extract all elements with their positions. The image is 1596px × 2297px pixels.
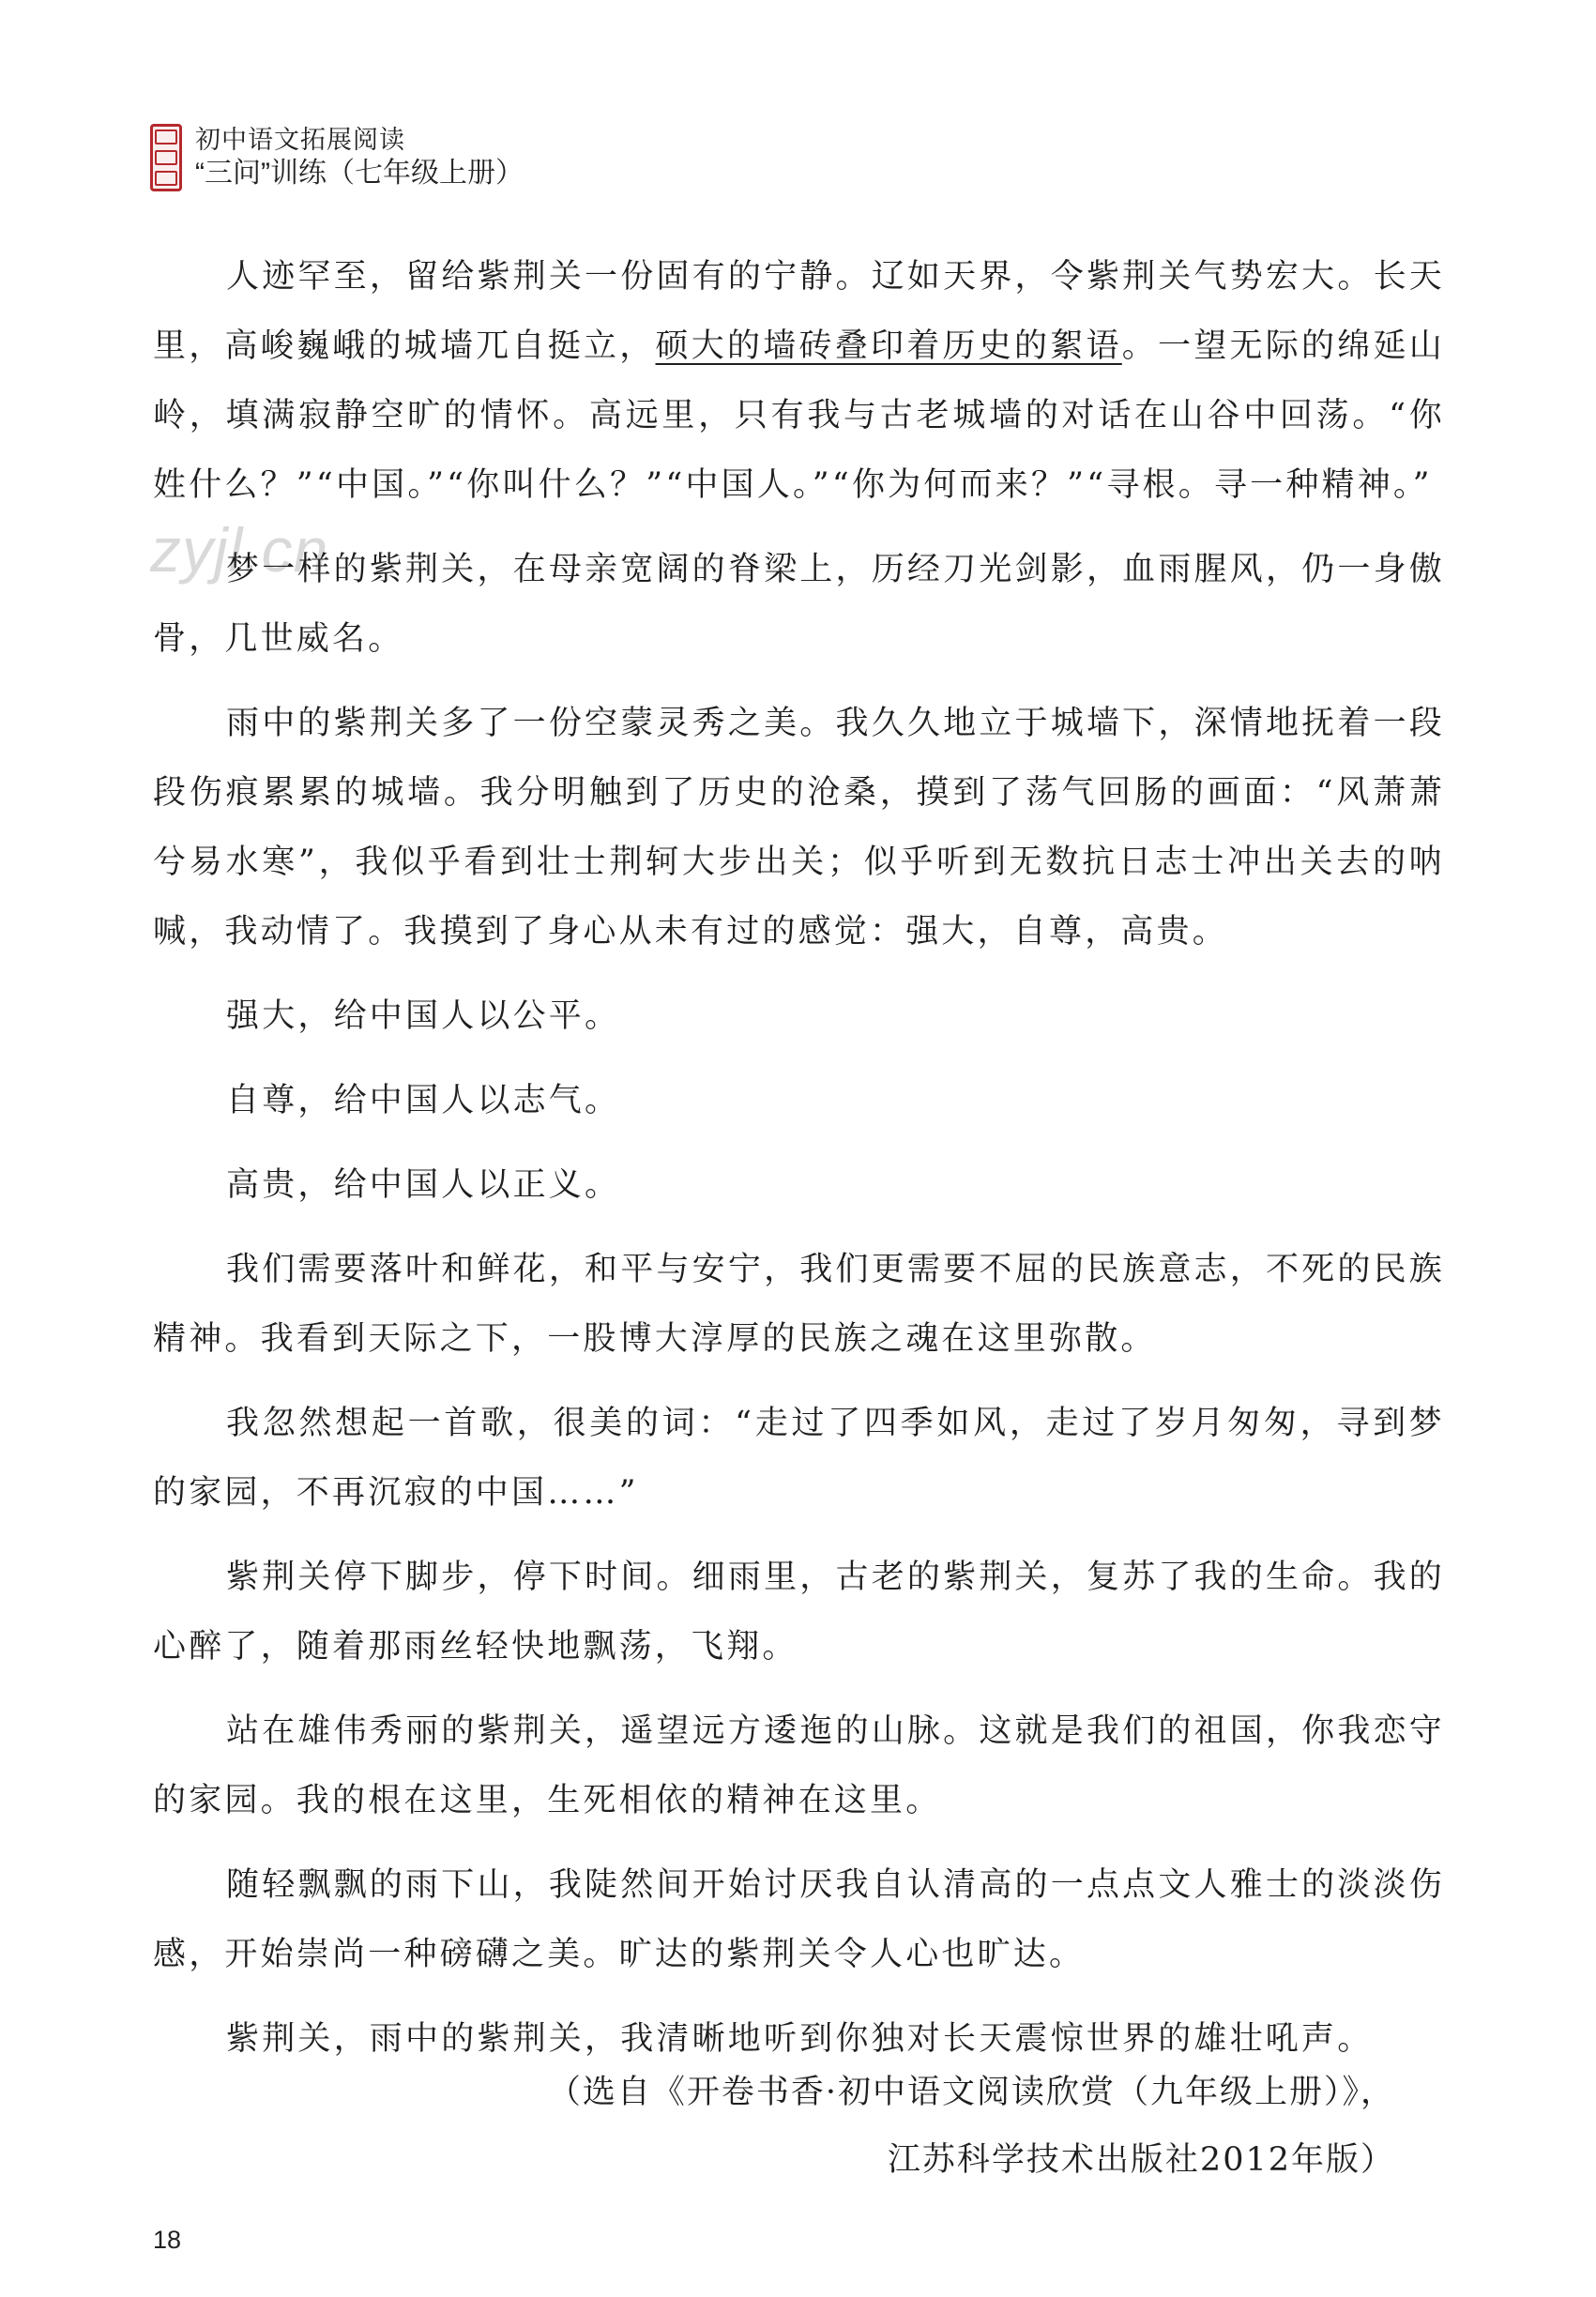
page-number: 18 [153,2226,182,2254]
source-citation-line-2: 江苏科学技术出版社2012年版） [887,2141,1395,2179]
paragraph-8: 我忽然想起一首歌，很美的词：“走过了四季如风，走过了岁月匆匆，寻到梦的家园，不再沉寂的中国……” [153,1405,1445,1512]
paragraph-9: 紫荆关停下脚步，停下时间。细雨里，古老的紫荆关，复苏了我的生命。我的心醉了，随着那雨丝轻快地飘荡，飞翔。 [153,1559,1445,1666]
paragraph-5: 自尊，给中国人以志气。 [226,1082,621,1119]
article-body [153,242,1445,2089]
paragraph-6: 高贵，给中国人以正义。 [226,1166,621,1204]
paragraph-2: 梦一样的紫荆关，在母亲宽阔的脊梁上，历经刀光剑影，血雨腥风，仍一身傲骨，几世威名。 [153,551,1445,658]
seal-logo-icon [150,124,182,191]
paragraph-4: 强大，给中国人以公平。 [226,997,621,1035]
source-citation-line-1: （选自《开卷书香·初中语文阅读欣赏（九年级上册）》， [547,2074,1395,2111]
paragraph-12: 紫荆关，雨中的紫荆关，我清晰地听到你独对长天震惊世界的雄壮吼声。 [226,2020,1374,2058]
watermark: zyjl.cn [150,515,329,585]
book-subtitle: “三问”训练（七年级上册） [195,158,524,189]
paragraph-10: 站在雄伟秀丽的紫荆关，遥望远方逶迤的山脉。这就是我们的祖国，你我恋守的家园。我的根在这里，生死相依的精神在这里。 [153,1712,1445,1819]
underlined-sentence: 硕大的墙砖叠印着历史的絮语 [655,327,1122,365]
paragraph-11: 随轻飘飘的雨下山，我陡然间开始讨厌我自认清高的一点点文人雅士的淡淡伤感，开始崇尚一种磅礴之美。旷达的紫荆关令人心也旷达。 [153,1866,1445,1973]
book-series-title: 初中语文拓展阅读 [195,126,405,154]
paragraph-7: 我们需要落叶和鲜花，和平与安宁，我们更需要不屈的民族意志，不死的民族精神。我看到天际之下，一股博大淳厚的民族之魂在这里弥散。 [153,1251,1445,1358]
paragraph-3: 雨中的紫荆关多了一份空蒙灵秀之美。我久久地立于城墙下，深情地抚着一段段伤痕累累的城墙。我分明触到了历史的沧桑，摸到了荡气回肠的画面：“风萧萧兮易水寒”，我似乎看到壮士荆轲大步出关；似乎听到无数抗日志士冲出关去的呐喊，我动情了。我摸到了身心从未有过的感觉：强大，自尊，高贵。 [153,705,1445,951]
paragraph-1: 人迹罕至，留给紫荆关一份固有的宁静。辽如天界，令紫荆关气势宏大。长天里，高峻巍峨的城墙兀自挺立，硕大的墙砖叠印着历史的絮语。一望无际的绵延山岭，填满寂静空旷的情怀。高远里，只有我与古老城墙的对话在山谷中回荡。“你姓什么？”“中国。”“你叫什么？”“中国人。”“你为何而来？”“寻根。寻一种精神。” [153,258,1445,504]
